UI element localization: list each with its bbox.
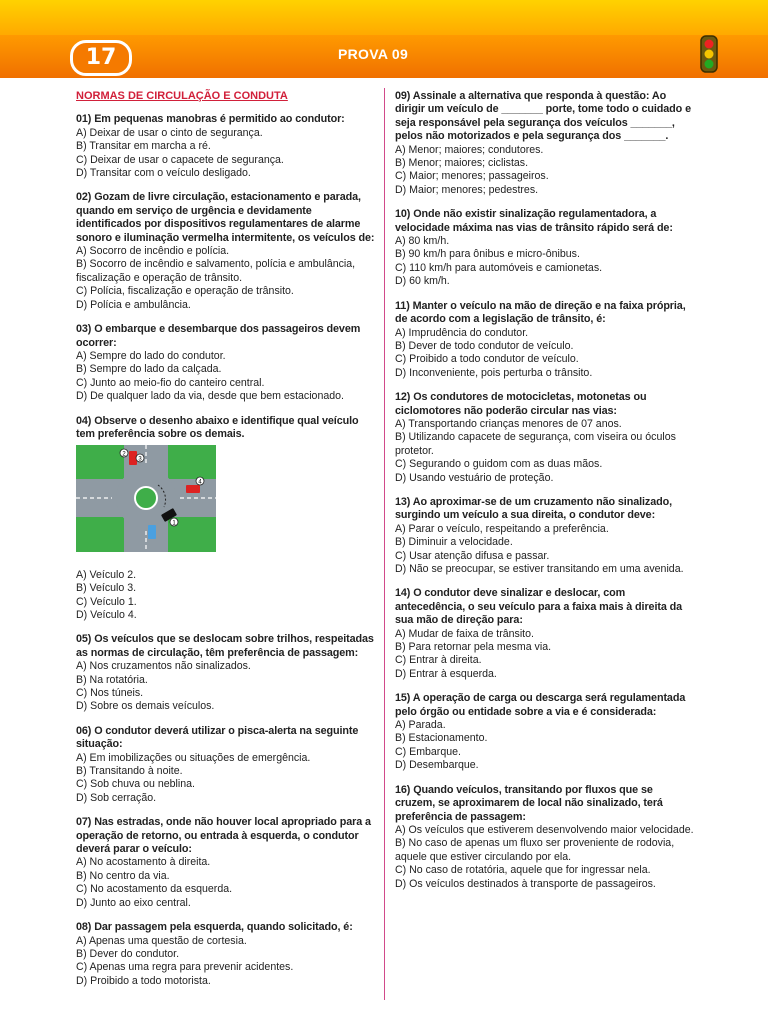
question-09: [395, 90, 695, 197]
option-a: A) No acostamento à direita.: [76, 856, 211, 869]
option-a: A) Menor; maiores; condutores.: [395, 143, 544, 156]
option-c: C) Deixar de usar o capacete de segurança.: [76, 153, 284, 166]
option-c: C) Nos túneis.: [76, 687, 144, 699]
option-c: C) Segurando o guidom com as duas mãos.: [395, 458, 603, 471]
option-d: D) Os veículos destinados à transporte de passageiros.: [395, 877, 656, 890]
option-a: A) Apenas uma questão de cortesia.: [76, 934, 247, 947]
question-11: [395, 300, 695, 380]
option-b: B) Dever de todo condutor de veículo.: [395, 339, 574, 352]
option-a: A) Socorro de incêndio e polícia.: [76, 245, 230, 258]
question-13: [395, 496, 695, 576]
option-b: B) Socorro de incêndio e salvamento, polícia e ambulância, fiscalização e operação de trânsito.: [76, 258, 356, 284]
option-b: B) No caso de apenas um fluxo ser proveniente de rodovia, aquele que estiver circulando por ela.: [395, 837, 675, 863]
option-b: B) Estacionamento.: [395, 732, 488, 745]
option-d: D) Proibido a todo motorista.: [76, 974, 211, 987]
option-a: A) Deixar de usar o cinto de segurança.: [76, 126, 263, 139]
question-text: 09) Assinale a alternativa que responda à questão: Ao dirigir um veículo de _______ porte, tome todo o cuidado e seja responsável pela segurança dos veículos _______, pelos não motorizados e pela segurança dos _______.: [395, 90, 691, 143]
page-header: [0, 0, 768, 78]
page-title: PROVA 09: [338, 46, 409, 62]
option-c: C) 110 km/h para automóveis e camionetas.: [395, 261, 603, 274]
option-d: D) Usando vestuário de proteção.: [395, 471, 554, 484]
option-c: C) Usar atenção difusa e passar.: [395, 549, 550, 562]
option-b: B) Veículo 3.: [76, 582, 137, 595]
vehicle-label-4: 4: [198, 479, 202, 486]
question-text: 06) O condutor deverá utilizar o pisca-alerta na seguinte situação:: [76, 724, 359, 751]
option-d: D) Transitar com o veículo desligado.: [76, 167, 251, 180]
option-c: C) Polícia, fiscalização e operação de trânsito.: [76, 285, 294, 298]
question-15: [395, 692, 695, 772]
question-text: 08) Dar passagem pela esquerda, quando solicitado, é:: [76, 921, 353, 934]
left-column: [76, 90, 376, 999]
question-text: 04) Observe o desenho abaixo e identifique qual veículo tem preferência sobre os demais.: [76, 414, 359, 440]
question-text: 13) Ao aproximar-se de um cruzamento não sinalizado, surgindo um veículo a sua direita, o condutor deve:: [395, 495, 672, 522]
question-16: [395, 784, 695, 891]
option-d: D) Polícia e ambulância.: [76, 298, 191, 311]
option-a: A) Sempre do lado do condutor.: [76, 349, 226, 362]
question-05: [76, 633, 376, 713]
option-d: D) Desembarque.: [395, 759, 479, 772]
option-a: A) Parar o veículo, respeitando a preferência.: [395, 522, 609, 535]
section-title: NORMAS DE CIRCULAÇÃO E CONDUTA: [76, 90, 288, 102]
option-c: C) No acostamento da esquerda.: [76, 883, 233, 896]
option-b: B) Diminuir a velocidade.: [395, 536, 513, 549]
traffic-light-icon: [695, 34, 723, 74]
option-d: D) Junto ao eixo central.: [76, 896, 191, 909]
option-c: C) Embarque.: [395, 745, 461, 758]
vehicle-label-2: 2: [122, 451, 126, 458]
question-01: [76, 113, 376, 180]
question-04: [76, 415, 376, 623]
question-03: [76, 323, 376, 403]
vehicle-label-3: 3: [138, 456, 142, 463]
question-text: 12) Os condutores de motocicletas, motonetas ou ciclomotores não poderão circular nas vias:: [395, 391, 647, 417]
option-b: B) Transitando à noite.: [76, 765, 183, 778]
right-column: [395, 90, 695, 902]
question-text: 15) A operação de carga ou descarga será regulamentada pelo órgão ou entidade sobre a via e é considerada:: [395, 692, 686, 718]
option-d: D) De qualquer lado da via, desde que bem estacionado.: [76, 390, 344, 403]
option-a: A) Em imobilizações ou situações de emergência.: [76, 751, 311, 764]
option-b: B) Para retornar pela mesma via.: [395, 641, 552, 654]
question-08: [76, 921, 376, 988]
option-c: C) Sob chuva ou neblina.: [76, 778, 195, 791]
option-d: D) Sob cerração.: [76, 791, 157, 804]
option-b: B) 90 km/h para ônibus e micro-ônibus.: [395, 248, 580, 261]
option-a: A) Parada.: [395, 719, 446, 732]
option-a: A) Mudar de faixa de trânsito.: [395, 627, 534, 640]
option-c: C) Junto ao meio-fio do canteiro central.: [76, 376, 265, 389]
option-c: C) Apenas uma regra para prevenir acidentes.: [76, 961, 294, 974]
option-d: D) 60 km/h.: [395, 275, 450, 288]
question-text: 05) Os veículos que se deslocam sobre trilhos, respeitadas as normas de circulação, têm preferência de passagem:: [76, 633, 374, 659]
question-06: [76, 725, 376, 805]
option-a: A) Os veículos que estiverem desenvolvendo maior velocidade.: [395, 823, 694, 836]
option-a: A) 80 km/h.: [395, 235, 450, 248]
roundabout-diagram: [76, 445, 216, 552]
question-text: 01) Em pequenas manobras é permitido ao condutor:: [76, 113, 345, 126]
option-d: D) Inconveniente, pois perturba o trânsito.: [395, 366, 593, 379]
option-c: C) Entrar à direita.: [395, 654, 482, 667]
option-c: C) No caso de rotatória, aquele que for ingressar nela.: [395, 864, 651, 877]
option-b: B) Na rotatória.: [76, 673, 148, 686]
question-text: 14) O condutor deve sinalizar e deslocar, com antecedência, o seu veículo para a faixa mais à direita da sua mão de direção para:: [395, 587, 683, 627]
option-a: A) Transportando crianças menores de 07 anos.: [395, 417, 622, 430]
question-text: 03) O embarque e desembarque dos passageiros devem ocorrer:: [76, 323, 361, 349]
question-text: 02) Gozam de livre circulação, estacionamento e parada, quando em serviço de urgência e devidamente identificados por dispositivos regulamentares de alarme sonoro e iluminação vermelha intermitente, os veículos de:: [76, 191, 375, 244]
option-d: D) Sobre os demais veículos.: [76, 700, 215, 713]
option-b: B) Utilizando capacete de segurança, com viseira ou óculos protetor.: [395, 431, 676, 457]
option-c: C) Maior; menores; passageiros.: [395, 170, 549, 183]
question-14: [395, 587, 695, 681]
question-10: [395, 208, 695, 288]
question-text: 11) Manter o veículo na mão de direção e na faixa própria, de acordo com a legislação de trânsito, é:: [395, 299, 686, 326]
question-text: 10) Onde não existir sinalização regulamentadora, a velocidade máxima nas vias de trânsito rápido será de:: [395, 208, 673, 234]
question-text: 16) Quando veículos, transitando por fluxos que se cruzem, se aproximarem de local não sinalizado, terá preferência de passagem:: [395, 783, 663, 823]
option-b: B) Dever do condutor.: [76, 947, 180, 960]
question-12: [395, 391, 695, 485]
option-c: C) Veículo 1.: [76, 595, 137, 608]
option-b: B) Sempre do lado da calçada.: [76, 363, 222, 376]
option-d: D) Maior; menores; pedestres.: [395, 183, 539, 196]
option-b: B) No centro da via.: [76, 869, 170, 882]
option-d: D) Entrar à esquerda.: [395, 667, 497, 680]
option-c: C) Proibido a todo condutor de veículo.: [395, 353, 579, 366]
page-number-badge: 17: [70, 40, 132, 76]
question-text: 07) Nas estradas, onde não houver local apropriado para a operação de retorno, ou entrada à esquerda, o condutor deverá parar o veículo:: [76, 816, 371, 856]
option-b: B) Menor; maiores; ciclistas.: [395, 157, 529, 170]
column-divider: [384, 88, 385, 1000]
option-b: B) Transitar em marcha a ré.: [76, 140, 211, 153]
option-a: A) Nos cruzamentos não sinalizados.: [76, 660, 251, 673]
vehicle-label-1: 1: [172, 520, 176, 527]
question-07: [76, 816, 376, 910]
option-d: D) Não se preocupar, se estiver transitando em uma avenida.: [395, 563, 684, 575]
option-d: D) Veículo 4.: [76, 608, 137, 621]
option-a: A) Imprudência do condutor.: [395, 326, 529, 339]
option-a: A) Veículo 2.: [76, 568, 137, 581]
question-02: [76, 191, 376, 312]
